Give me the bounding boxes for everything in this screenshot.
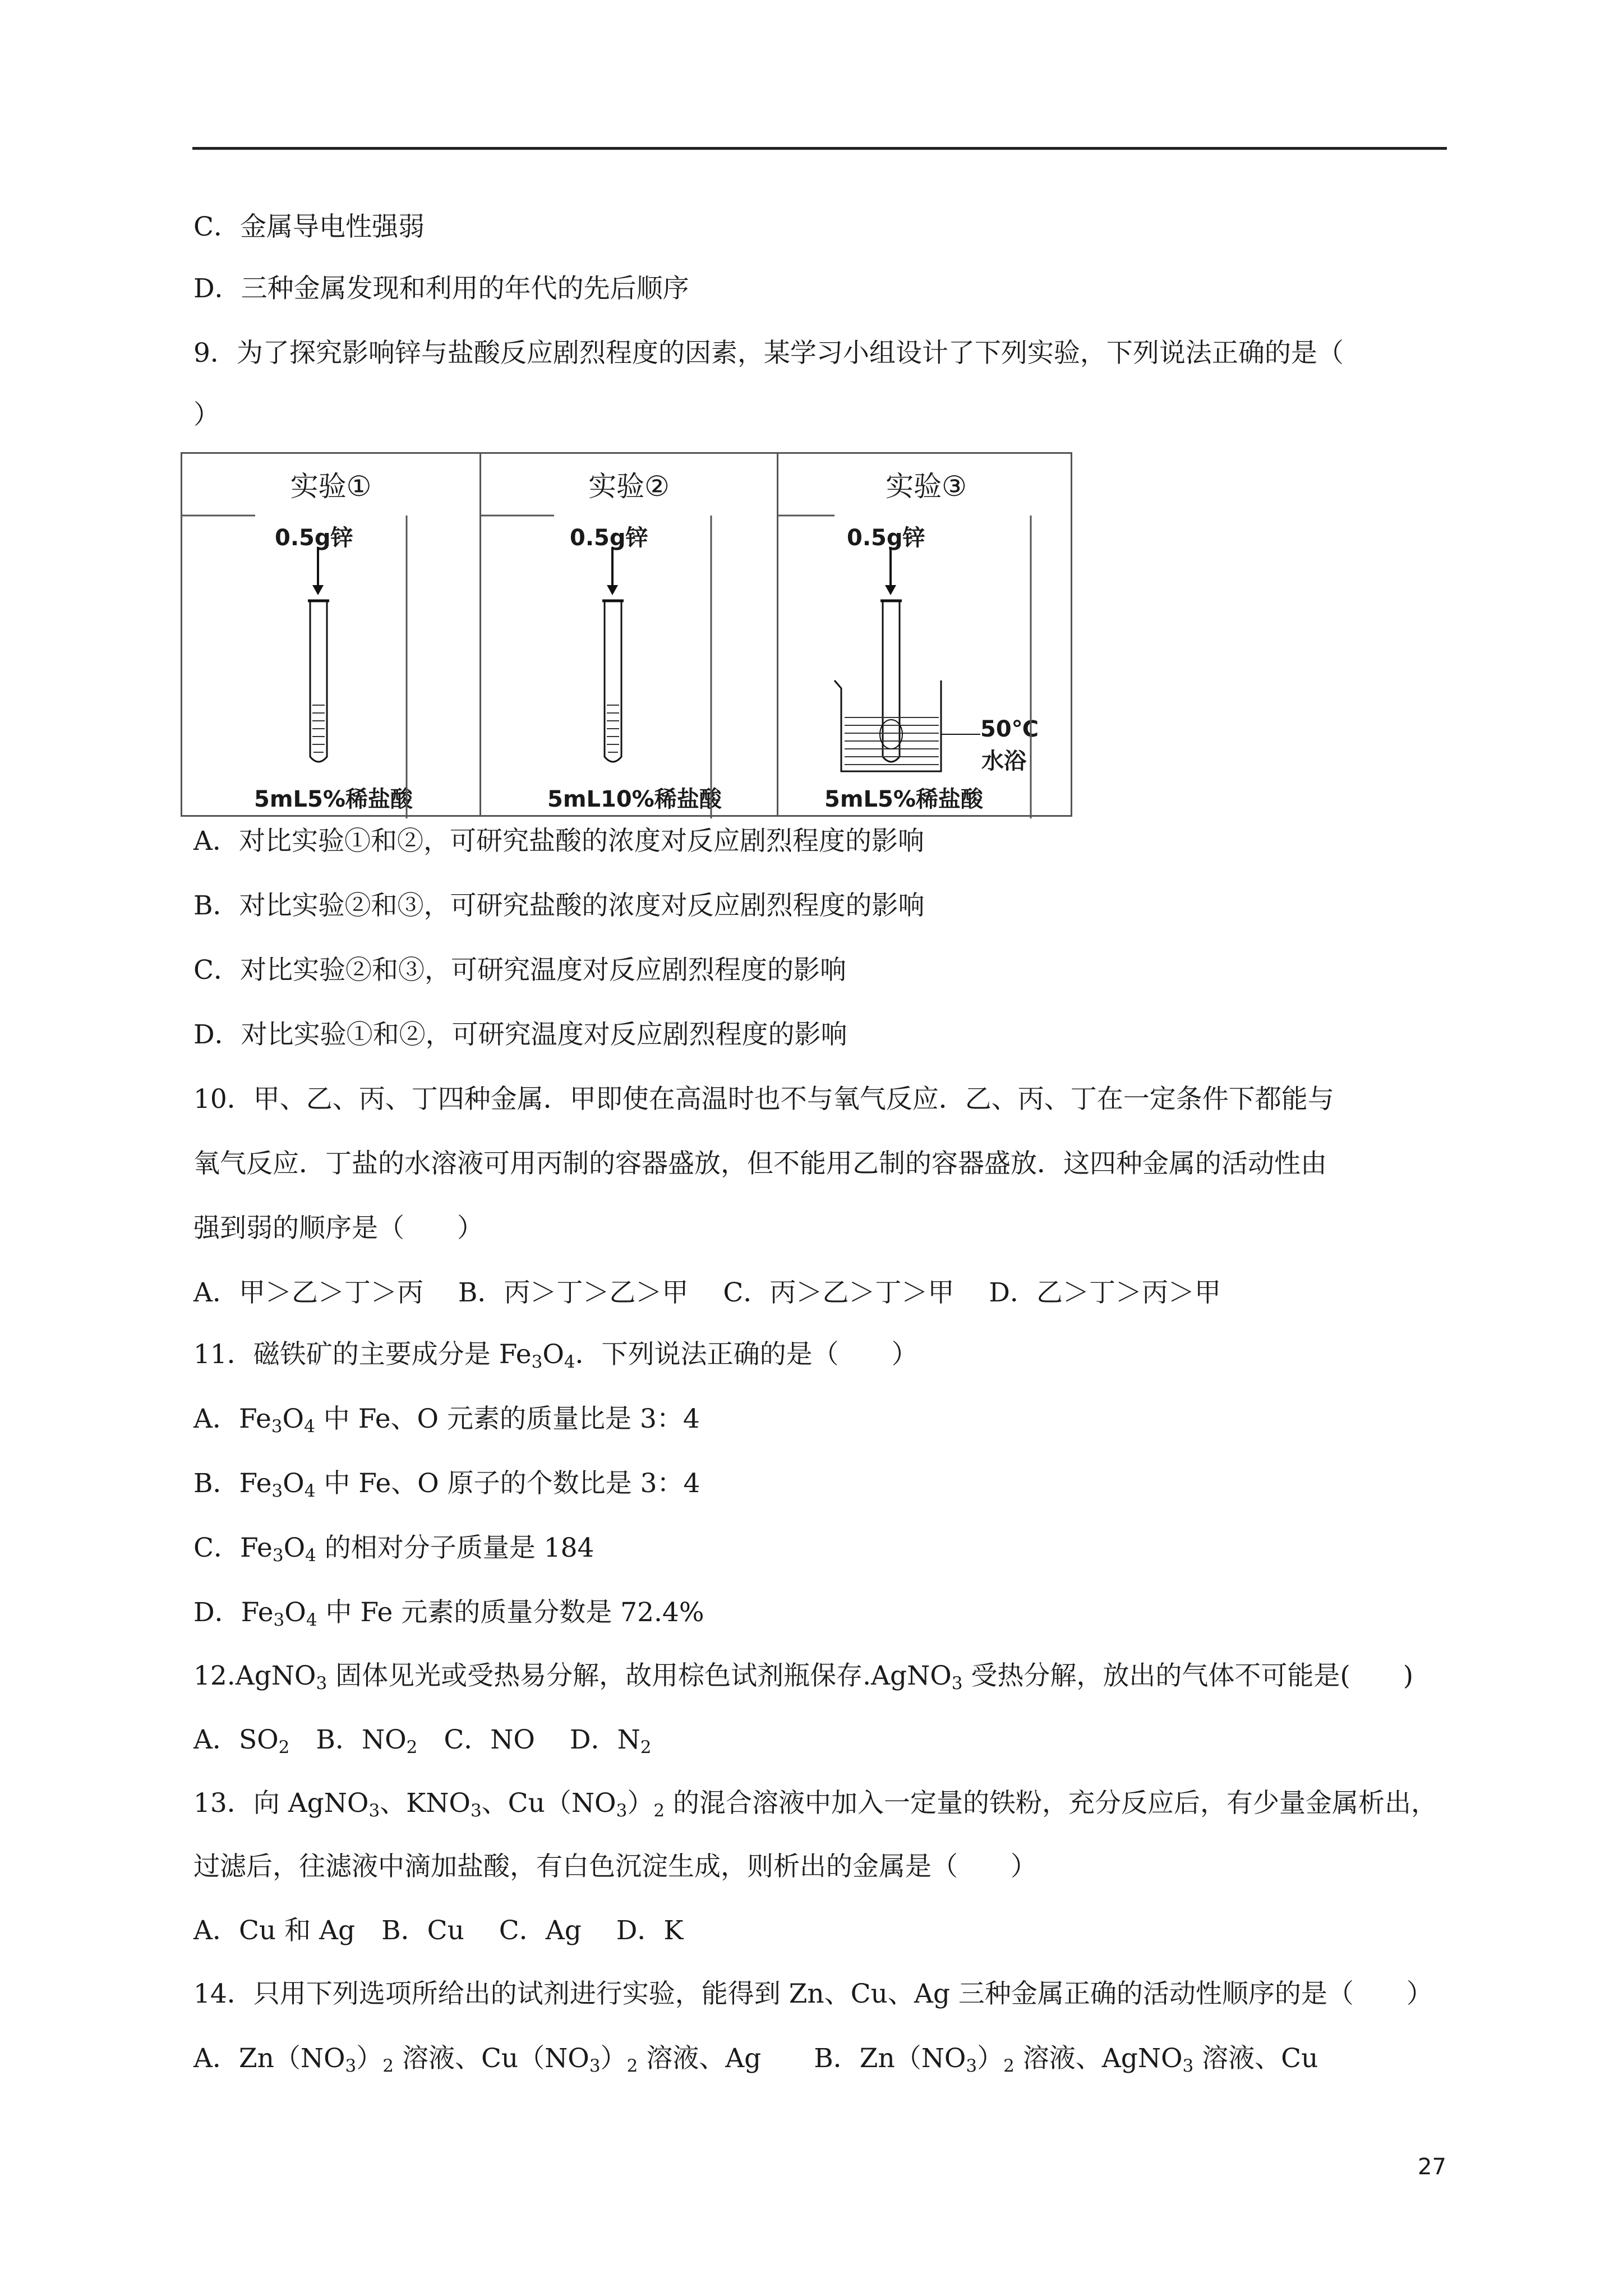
test-tube-1-drawing — [182, 454, 479, 818]
text-line-q10c: 强到弱的顺序是（ ） — [193, 1213, 483, 1244]
experiment-2-cell — [479, 454, 777, 815]
text-line-q9d_opt: D．对比实验①和②，可研究温度对反应剧烈程度的影响 — [193, 1019, 847, 1050]
text-line-q8c: C．金属导电性强弱 — [193, 211, 425, 242]
header-rule — [192, 147, 1447, 150]
beaker-water-bath-drawing — [778, 454, 1076, 818]
text-line-q13b: 过滤后，往滤液中滴加盐酸，有白色沉淀生成，则析出的金属是（ ） — [193, 1851, 1037, 1882]
experiment-1-title: 实验① — [290, 470, 372, 503]
text-line-q9: 9．为了探究影响锌与盐酸反应剧烈程度的因素，某学习小组设计了下列实验，下列说法正确的是（ — [193, 338, 1344, 369]
text-line-q10b: 氧气反应．丁盐的水溶液可用丙制的容器盛放，但不能用乙制的容器盛放．这四种金属的活动性由 — [193, 1148, 1327, 1179]
experiment-figure — [181, 452, 1072, 817]
text-line-q14opt: A．$Zn(NO_3)_2$ 溶液、$Cu(NO_3)_2$ 溶液、Ag B．$Zn(NO_3)_2$ 溶液、AgNO$_3$ 溶液、Cu — [193, 2043, 1318, 2076]
page-number: 27 — [1418, 2154, 1446, 2180]
text-line-q14: 14．只用下列选项所给出的试剂进行实验，能得到 Zn、Cu、Ag 三种金属正确的活动性顺序的是（ ） — [193, 1978, 1433, 2009]
experiment-2-title: 实验② — [588, 470, 670, 503]
experiment-1-zinc-label: 0.5g锌 — [275, 525, 353, 551]
text-line-q9c_opt: C．对比实验②和③，可研究温度对反应剧烈程度的影响 — [193, 955, 846, 986]
text-line-q12opt: A．$SO_2$ B．$NO_2$ C．NO D．$N_2$ — [193, 1724, 652, 1757]
experiment-3-cell — [777, 454, 1074, 815]
text-line-q9b_opt: B．对比实验②和③，可研究盐酸的浓度对反应剧烈程度的影响 — [193, 890, 925, 921]
experiment-2-zinc-label: 0.5g锌 — [570, 525, 648, 551]
experiment-1-cell — [182, 454, 479, 815]
text-line-q12: 12.AgNO$_3$ 固体见光或受热易分解，故用棕色试剂瓶保存.AgNO$_3$ 受热分解，放出的气体不可能是( ) — [193, 1660, 1414, 1694]
text-line-q9a_opt: A．对比实验①和②，可研究盐酸的浓度对反应剧烈程度的影响 — [193, 826, 924, 857]
text-line-q10: 10．甲、乙、丙、丁四种金属．甲即使在高温时也不与氧气反应．乙、丙、丁在一定条件下都能与 — [193, 1084, 1334, 1115]
water-bath-temperature: 50℃ — [980, 716, 1039, 742]
text-line-q13opt: A．Cu 和 Ag B．Cu C．Ag D．K — [193, 1915, 684, 1946]
text-line-q11b: B．$Fe_3O_4$ 中 Fe、O 原子的个数比是 3：4 — [193, 1468, 700, 1501]
text-line-q11: 11．磁铁矿的主要成分是 $Fe_3O_4$．下列说法正确的是（ ） — [193, 1339, 918, 1372]
experiment-3-acid-label: 5mL5%稀盐酸 — [824, 786, 983, 812]
text-line-q9b: ） — [193, 399, 220, 430]
text-line-q10opt: A．甲＞乙＞丁＞丙 B．丙＞丁＞乙＞甲 C．丙＞乙＞丁＞甲 D．乙＞丁＞丙＞甲 — [193, 1277, 1221, 1308]
experiment-3-title: 实验③ — [886, 470, 967, 503]
experiment-2-acid-label: 5mL10%稀盐酸 — [547, 786, 722, 812]
water-bath-label: 水浴 — [981, 748, 1026, 774]
text-line-q8d: D．三种金属发现和利用的年代的先后顺序 — [193, 273, 689, 304]
text-line-q11d: D．$Fe_3O_4$ 中 Fe 元素的质量分数是 72.4% — [193, 1597, 704, 1630]
experiment-3-zinc-label: 0.5g锌 — [847, 525, 925, 551]
experiment-1-acid-label: 5mL5%稀盐酸 — [254, 786, 413, 812]
test-tube-2-drawing — [481, 454, 778, 818]
text-line-q11c: C．$Fe_3O_4$ 的相对分子质量是 184 — [193, 1533, 594, 1566]
text-line-q11a: A．$Fe_3O_4$ 中 Fe、O 元素的质量比是 3：4 — [193, 1404, 700, 1437]
text-line-q13: 13．向 AgNO$_3$、$KNO_3$、$Cu(NO_3)_2$ 的混合溶液中加入一定量的铁粉，充分反应后，有少量金属析出， — [193, 1788, 1437, 1821]
